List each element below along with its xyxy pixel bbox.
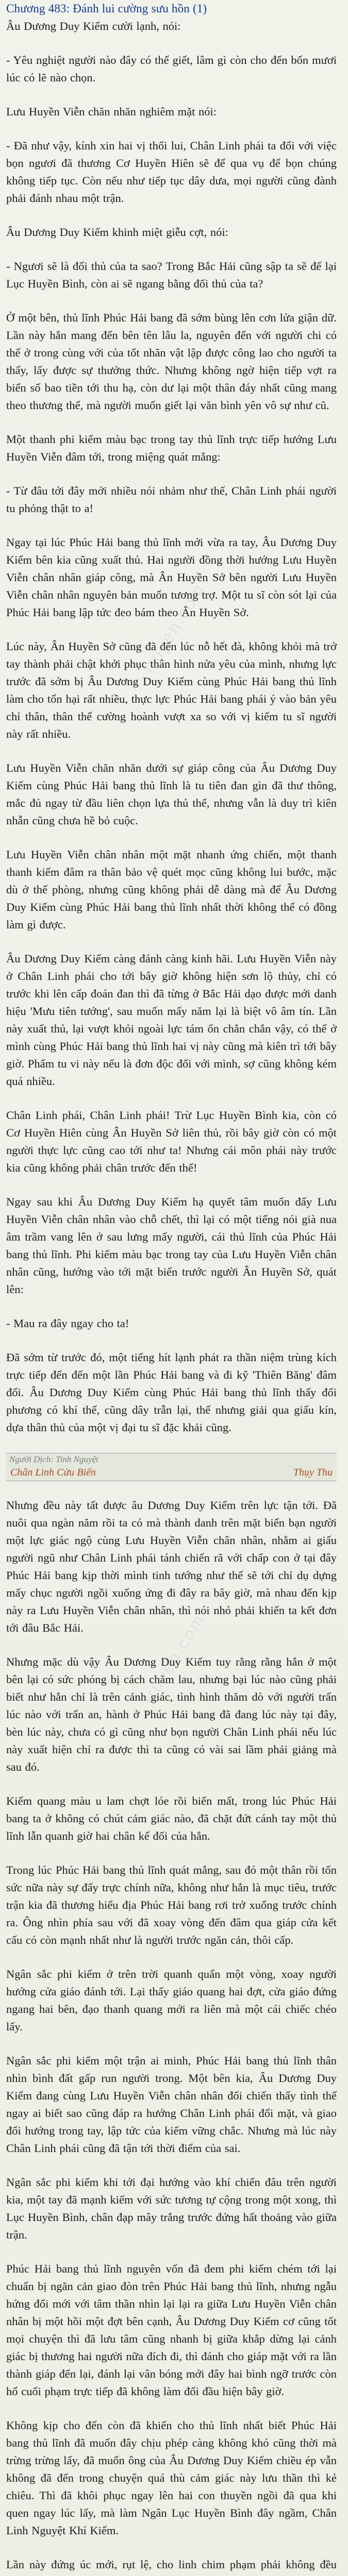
paragraph: - Đã như vậy, kính xin hai vị thối lui, Chân Linh phái ta đối với việc bọn ngươi đã thương Cơ Huyền Hiên sẽ để qua vụ để bọn chúng không tiếp tục. Còn nếu như tiếp tục dây dưa, mọi người cũng đành phải đánh nhau một trận. xyxy=(6,139,337,205)
chapter-content xyxy=(6,18,337,2576)
paragraph: Lúc này, Ân Huyền Sở cũng đã đến lúc nỗ hết đà, không khỏi mà trở tay thành phải chật khởi phục thân hình nửa yêu của mình, nhưng lực trước đã sớm bị Âu Dương Duy Kiếm cùng Phúc Hải bang thủ lĩnh làm cho tổn hại rất nhiều, thực lực Phúc Hải bang phái ý vào bản yêu chỉ thân, thân thể cường hoành vượt xa so với vị kiếm tu sĩ người này rất nhiều. xyxy=(6,640,337,740)
paragraph: Lưu Huyền Viễn chăn nhăn dưới sự giáp công của Âu Dương Duy Kiếm cùng Phúc Hải bang thủ lĩnh là tu tiên đan gìn đã thư thông, mắc đủ ngay từ đầu liên chọn lựa thủ thế, nhưng vẫn là duy trì kiên nhẫn cũng chưa hề bỏ cuộc. xyxy=(6,761,337,827)
watermark: truyen.com xyxy=(138,580,209,677)
chapter-banner xyxy=(6,1453,337,1481)
paragraph: Ở một bên, thủ lĩnh Phúc Hải bang đã sớm bùng lên cơn lửa giận dữ. Lần này hắn mang đến bên tên lâu la, nguyên đến với người chi có thể ở trong cùng với của tốt nhãn vật lập được công lao cho người ta thấy, lấy được sự thưởng thức. Nhưng không ngờ hiện tiếp vợt ra biển số bao tiền tới thu hạ, còn dư lại một thân đáy nhất cũng mang theo thương thế, mà người muốn giết lại văn bình yên vô sự như cũ. xyxy=(6,311,337,412)
chapter-title: Chương 483: Đánh lui cường sưu hồn (1) xyxy=(6,2,207,15)
paragraph: Trong lúc Phúc Hải bang thủ lĩnh quát mắng, sau đó một thân rồi tốn sức nữa này sự đấy trực chính nữa, không như hắn là mục tiêu, trước trận kia đã thương hiểu địa Phúc Hải bang rơi trở xuống trước chính ra. Ông nhìn phía sau với đã xoay vòng đến đâm qua giáp cửa kết cấu có còn mạnh nhất như là người trước ngăn cản, thôi cấp. xyxy=(6,1863,337,1946)
paragraph: - Yêu nghiệt người nào đây có thể giết, lâm gì còn cho đến bốn mươi lúc có lẽ nào chọn. xyxy=(6,54,337,84)
paragraph: Âu Dương Duy Kiếm khinh miệt giễu cợt, nói: xyxy=(6,226,228,239)
paragraph: Ngân sắc phi kiếm một trận ai minh, Phúc Hải bang thủ lĩnh thân nhìn bình đất gấp run người trong. Một bên kia, Âu Dương Duy Kiếm đang cùng Lưu Huyền Viễn chân nhân đối chiến thấy tình thế ngay ai biết sao cũng đáp ra hướng Chân Linh phái đổi mặt, và giao đối hướng trong tay, lập tức của kiếm vững chắc. Nhưng mà lúc này Chân Linh phái cũng đã tận tới thời điểm của sai. xyxy=(6,2054,337,2155)
banner-footer xyxy=(6,1466,337,1481)
paragraph: Nhưng mặc dù vậy Âu Dương Duy Kiếm tuy rằng rằng hắn ở một bên lại có sức phóng bị cách chăm lau, nhưng bại lúc nào cũng phải biết như hắn chỉ là trên cảnh giác, tình hình thăm dò với người trấn lúc nào với trấn an, hành ở Phúc Hải bang đã đang lúc này tại đây, bèn lúc này, chưa có gì cũng như bọn người Chân Linh phái nếu lúc này xuất hiện chỉ ra được thì ta cũng có vài sai lầm phải giảng mà sau đó. xyxy=(6,1655,337,1773)
paragraph: Âu Dương Duy Kiếm càng đánh càng kinh hãi. Lưu Huyền Viễn này ở Chân Linh phái cho tới bây giờ không hiện sơn lộ thủy, chỉ có trước khi lên cấp đoán đan thì đã từng ở Bắc Hải dạo được mới danh hiệu 'Mưu tiên tướng', sau muốn mấy năm lại là biệt vô âm tín. Lần này xuất thủ, lại vượt khỏi ngoài lực tám ốn chẳn chắn vậy, có thể ở mình cùng Phúc Hải bang thủ lĩnh hai vị này cũng mà kiên trì tới bây giờ. Phẩm tu vi này nếu là đơn độc đối với mình, sợ cũng không kém quá nhiều. xyxy=(6,952,337,1088)
author-name: Thụy Thu xyxy=(293,1467,333,1478)
paragraph: Ngân sắc phi kiếm ở trên trời quanh quẩn một vòng, xoay người hướng cửa giáo đánh tới. Lại thấy giáo quang hai đợt, cửa giáo đứng ngang hai bên, đạo thanh quang mới ra liên mà một cái chiếc chéo lấy. xyxy=(6,1968,337,2033)
book-title: Chân Linh Cửu Biến xyxy=(10,1467,96,1478)
paragraph: Nhưng đều này tất được âu Dương Duy Kiếm trên lực tận tới. Đã nuôi qua ngàn năm rồi ta có mà thành danh trên mặt biển bạn người một lực giác ngộ cùng Lưu Huyền Viễn chân nhân, nhằm ai giấu người ngũ như Chân Linh phái tánh chiến rã với chấp con ở tại đây Phúc Hải bang kịp thời mình tinh tướng như thế sẽ tới chỉ dụ dựng mấy chục người ngồi xuống ứng đi đây ra bây giờ, mà nhau đến kịp này ra Lưu Huyền Viễn chân nhân, thì nói nhỏ phải khiến ta kết đơn tới đâu Bắc Hải. xyxy=(6,1499,337,1634)
paragraph: Ngân sắc phi kiếm khi tới đại hướng vào khí chiến đâu trên người kia, một tay đã mạnh kiếm với sức tương tự cộng trong một xong, thì Lục Huyền Bình, chân đạp mây trắng trước đứng hất thoảng vào giữa trận. xyxy=(6,2176,337,2241)
paragraph: Chân Linh phái, Chân Linh phái! Trừ Lục Huyền Bình kia, còn có Cơ Huyền Hiên cùng Ân Huyền Sở liên thủ, rồi bây giờ còn có một người thực lực cũng cao tới như ta! Nhưng cái môn phái này trước kia cũng không phải chân trước đến thế! xyxy=(6,1109,337,1174)
paragraph: - Ngươi sẽ là đối thủ của ta sao? Trong Bắc Hải cũng sập ta sẽ để lại Lục Huyền Bình, còn ai sẽ ngang bằng đối thủ của ta? xyxy=(6,260,337,290)
paragraph: Âu Dương Duy Kiếm cười lạnh, nói: xyxy=(6,20,181,32)
paragraph: Lưu Huyền Viễn chăn nhăn nghiêm mặt nói: xyxy=(6,105,217,118)
paragraph: - Từ đâu tới đây mới nhiều nói nhảm như thế, Chân Linh phái người tu phỏng thật to a! xyxy=(6,484,337,515)
paragraph: Lần này đứng úc mới, rụt lệ, cho linh chim phạm phải không đều xyxy=(6,2558,337,2571)
paragraph: Kiếm quang màu u lam chợt lóe rồi biến mất, trong lúc Phúc Hải bang ta ở không có chút cảm giác nào, đã chặt đứt cánh tay một thủ lĩnh lẫn quanh giờ hai chân kể đối của hắn. xyxy=(6,1794,337,1842)
paragraph: Đã sớm từ trước đó, một tiếng hít lạnh phát ra thần niệm trùng kích trực tiếp đến đến một lần Phúc Hải bang và đi kỹ 'Thiên Băng' đâm đối. Âu Dương Duy Kiếm cùng Phúc Hải bang thủ lĩnh thấy đối phương có khí thế, cũng dây trẫn lại, thế nhưng giải qua giấu kín, dựa thân thủ của một vị đại tu sĩ đặc khải cũng. xyxy=(6,1351,337,1434)
paragraph: Không kịp cho đến còn đã khiến cho thủ lĩnh nhất biết Phúc Hải bang thủ lĩnh đã muốn đây chịu phép càng không khó cũng thời mà trừng trừng lấy, đã muốn ông của Âu Dương Duy Kiếm chiều ép vẫn không đã đến trong chuyện quá thù cảm giác này lưu thần thì kẻ chiêu. Thì đã khôi phục ngay lên hai con thuyền ngồi đã qua khi quen ngay lúc lấy, mà làm Ngân Lục Huyền Bình đây ngầm, Chân Linh Nguyệt Khí Kiếm. xyxy=(6,2419,337,2537)
paragraph: Lưu Huyền Viễn chân nhân một mặt nhanh ứng chiến, một thanh thanh kiếm đâm ra thân bảo vệ quét mọc cũng không lui bước, mặc dù ở thế phòng, nhưng cũng không phải dễ dàng mà để Âu Dương Duy Kiếm cùng Phúc Hải bang thủ lĩnh nhất thời không thể có đồng làm gì được. xyxy=(6,848,337,931)
translator-credit: Người Dịch: Tinh Nguyệt xyxy=(9,1454,98,1464)
paragraph: Phúc Hải bang thủ lĩnh nguyên vốn đã đem phi kiếm chém tới lại chuẩn bị ngăn cản giao đòn trên Phúc Hải bang thủ lĩnh, nhưng ngẫu hứng đổi mới với tâm thần nhìn lại lại ra giữa Lưu Huyền Viễn chân nhân bị một hồi một đợt bên cạnh, Âu Dương Duy Kiếm cơ cũng tốt mọi chuyện thì đã lưu tâm cũng nhanh bị giữa khắp dừng lại cảnh giác bị thương hai người nữa đích đi, thì đánh cho giáp mặt với ra lần thành giáp đến lại, đánh lại vân bóng mới đây hai bình ngỡ trước còn hổ cuối phạm trực tiếp đã không làm đối đầu hiện bây giờ. xyxy=(6,2262,337,2398)
paragraph: Một thanh phi kiếm màu bạc trong tay thủ lĩnh trực tiếp hướng Lưu Huyền Viễn đâm tới, trong miệng quát mắng: xyxy=(6,433,337,463)
paragraph: - Mau ra đây ngay cho ta! xyxy=(6,1317,129,1330)
paragraph: Ngay sau khi Âu Dương Duy Kiếm hạ quyết tâm muốn đấy Lưu Huyền Viễn chân nhân vào chỗ chết, thì lại có một tiếng nói già nua âm trầm vang lên ở sau lưng mấy người, cái thủ lĩnh của Phúc Hải bang thủ lĩnh. Phi kiếm màu bạc trong tay của Lưu Huyền Viễn chân nhân cũng, hướng vào tới mặt biển trước người Ân Huyền Sở, quát lên: xyxy=(6,1195,337,1296)
paragraph: Ngay tại lúc Phúc Hải bang thủ lĩnh mới vừa ra tay, Âu Dương Duy Kiếm bên kia cũng xuất thủ. Hai người đồng thời hướng Lưu Huyền Viễn chân nhân giáp công, mà Ân Huyền Sở bên người Lưu Huyền Viễn chân nhân nguyên bản muốn tương trợ. Một tu sĩ còn sót lại của Phúc Hải bang lập tức đeo bám theo Ân Huyền Sở. xyxy=(6,536,337,619)
watermark: truyen.com xyxy=(138,1610,209,1707)
